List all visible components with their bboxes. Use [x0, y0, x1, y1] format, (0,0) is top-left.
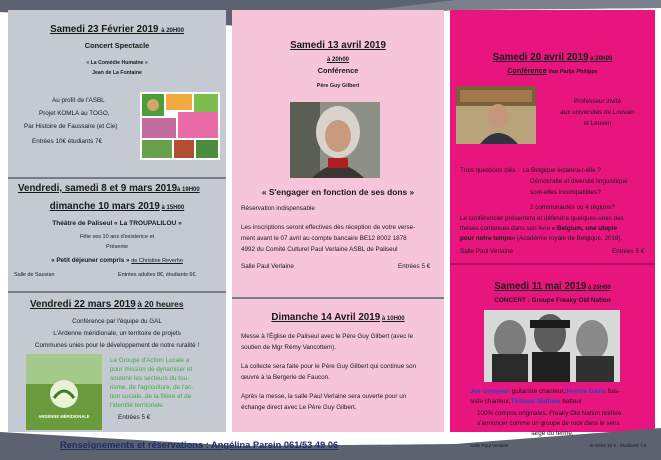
event-text: Projet KOMLA au TOGO, — [39, 110, 110, 117]
event-text: Les inscriptions seront effectives dès réception de votre verse- — [241, 224, 416, 231]
event-text: 2 communautés ou 4 régions? — [530, 204, 615, 211]
event-date: Samedi 23 Février 2019 à 20H00 — [50, 24, 184, 35]
speaker-bio: et Leuven — [583, 120, 612, 127]
band-members: siste chanteur,Thibaud Mathieu batteur — [470, 398, 582, 405]
event-text: large du terme. — [531, 430, 574, 437]
event-text: 4992 du Comité Culturel Paul Verlaine ASBL de Paliseul — [241, 246, 398, 253]
event-text: Après la messe, la salle Paul Verlaine sera ouverte pour un — [241, 393, 407, 400]
gal-description: l'identité territoriale. — [110, 402, 165, 409]
event-text: sont-elles incompatibles? — [530, 189, 601, 196]
event-date: Vendredi, samedi 8 et 9 mars 2019à 19H00 — [18, 183, 200, 194]
komla-poster-image — [140, 92, 220, 160]
event-date: Vendredi 22 mars 2019 à 20 heures — [30, 299, 184, 310]
band-members: Joe Grosjean guitariste chanteur,Jérôme Davio bas- — [470, 388, 621, 395]
event-subtitle: Jean de La Fontaine — [92, 70, 142, 76]
event-text: L'Ardenne méridionale, un territoire de projets — [53, 330, 181, 337]
footer-contact: Renseignements et réservations : Angélina Parein 061/53 49 06 — [60, 440, 339, 450]
gal-description: Le Groupe d'Action Locale a — [110, 357, 190, 364]
divider — [232, 297, 444, 299]
event-price: Entrées adultes 8€, étudiants 6€. — [118, 272, 197, 278]
event-title: Théâtre de Paliseul « La TROUPALILOU » — [52, 220, 182, 227]
event-text: La collecte sera faite pour le Père Guy Gilbert qui continue son — [241, 363, 417, 370]
event-date: Samedi 13 avril 2019 — [290, 40, 386, 51]
event-text: Présente — [105, 244, 128, 250]
event-subtitle: Père Guy Gilbert — [316, 83, 360, 89]
freaky-old-nation-photo — [484, 310, 620, 382]
event-text: échange direct avec Le Père Guy Gilbert. — [241, 404, 357, 411]
gal-description: tion sociale, de la filière et de — [110, 393, 192, 400]
event-date: Samedi 20 avril 2019 à 20h00 — [492, 52, 613, 63]
event-text: Messe à l'Église de Paliseul avec le Père Guy Gilbert (avec le — [241, 333, 413, 340]
divider — [8, 291, 226, 293]
event-venue: Salle Paul Verlaine — [470, 443, 509, 448]
event-title: Conférence — [317, 66, 359, 75]
event-venue: Salle Paul Verlaine — [241, 263, 294, 270]
event-price: Entrées 5 € — [118, 414, 151, 421]
gal-logo-image — [26, 354, 102, 430]
gal-description: pour mission de dynamiser et — [110, 366, 193, 373]
event-text: Conférence par l'équipe du GAL — [72, 318, 162, 325]
event-text: « Petit déjeuner compris » de Christine Reverho — [51, 257, 183, 264]
event-text: Le conférencier présentera et défendra quelques-unes des — [460, 215, 624, 222]
event-text: Par Histoire de Faussaire (et Cie) — [24, 123, 118, 130]
event-price: Entrées 5 € — [612, 248, 645, 255]
event-date: Samedi 11 mai 2019 à 20H00 — [494, 281, 611, 292]
van-parijs-photo — [456, 86, 536, 144]
event-title: CONCERT : Groupe Freaky Old Nation — [494, 297, 611, 304]
event-text: Démocratie et diversité linguistique — [530, 178, 628, 185]
gal-description: soutenir les secteurs du tou- — [110, 375, 190, 382]
speaker-bio: aux universités de Louvain — [560, 109, 635, 116]
gal-description: risme, de l'agriculture, de l'ac- — [110, 384, 194, 391]
event-text: ment avant le 07 avril au compte bancaire BE12 8002 1878 — [241, 235, 407, 242]
event-time: à 20h00 — [326, 57, 350, 63]
event-text: Fête ses 10 ans d'existence et — [79, 234, 155, 240]
event-text: œuvre à la Bergerie de Faucon. — [241, 374, 330, 381]
event-text: Réservation indispensable — [241, 205, 315, 212]
event-text: Communes unies pour le développement de notre ruralité ! — [34, 342, 200, 349]
event-date: dimanche 10 mars 2019 à 15H00 — [49, 201, 185, 212]
guy-gilbert-photo — [290, 102, 380, 178]
divider — [8, 177, 226, 179]
event-title: Conférence Van Parijs Philippe — [507, 66, 598, 75]
event-text: 100% compos originales, Freaky Old Nation préfère — [477, 410, 622, 417]
event-date: Dimanche 14 Avril 2019 à 10H00 — [271, 312, 405, 323]
event-quote: « S'engager en fonction de ses dons » — [261, 187, 415, 197]
event-text: soutien de Mgr Rémy Vancottem). — [241, 344, 337, 351]
event-title: Concert Spectacle — [84, 41, 150, 50]
event-text: s'annoncer comme un groupe de rock dans le sens — [477, 420, 620, 427]
gal-logo-label: ARDENNE MÉRIDIONALE — [38, 414, 90, 419]
event-text: pour notre temps» (Académie royale de Belgique, 2018). — [460, 235, 623, 242]
event-venue: Salle de Sauvian — [14, 272, 55, 278]
event-price: Entrées 5 € — [398, 263, 431, 270]
event-text: Au profit de l'ASBL — [52, 97, 105, 104]
event-text: Entrées 10€ étudiants 7€ — [32, 138, 103, 145]
event-subtitle: « La Comédie Humaine » — [86, 60, 148, 66]
divider — [450, 263, 655, 265]
speaker-bio: Professeur invité — [574, 98, 621, 105]
event-text: thèses contenues dans son livre « Belgium, une utopie — [460, 225, 618, 232]
event-price: Entrées 10 € - étudiants 7 € — [590, 443, 647, 448]
event-text: Trois questions clés : La Belgique éclatera-t-elle ? — [460, 167, 601, 174]
event-venue: Salle Paul Verlaine — [460, 248, 513, 255]
